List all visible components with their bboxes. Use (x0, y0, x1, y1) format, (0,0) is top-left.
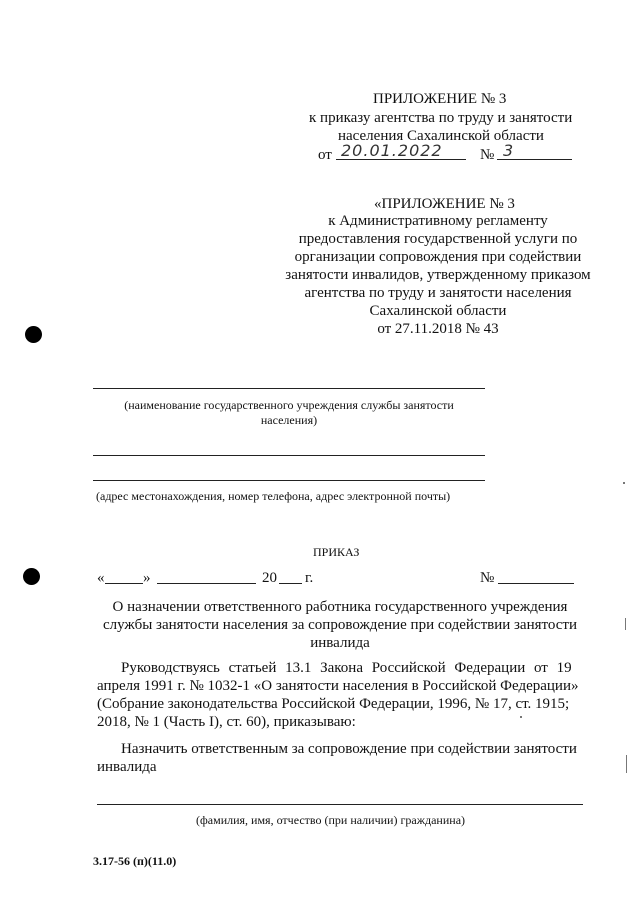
order-subject-line-1: О назначении ответственного работника государственного учреждения (112, 599, 568, 615)
order-open-quote: « (97, 570, 105, 586)
header-number-label: № (480, 147, 495, 163)
order-year-suffix: г. (305, 570, 314, 586)
header-line-1: к приказу агентства по труду и занятости (309, 110, 573, 126)
appendix-line: Сахалинской области (369, 303, 507, 319)
order-day-blank (105, 583, 143, 584)
order-body-line-4: 2018, № 1 (Часть I), ст. 60), приказываю: (97, 714, 356, 730)
order-subject-line-3: инвалида (310, 635, 370, 651)
scan-speck (623, 482, 625, 484)
person-caption: (фамилия, имя, отчество (при наличии) гражданина) (196, 813, 466, 827)
order-subject-line-2: службы занятости населения за сопровождение при содействии занятости (102, 617, 577, 633)
appendix-line: к Административному регламенту (328, 213, 548, 229)
appendix-text (270, 212, 606, 338)
order-body-line-1: Руководствуясь статьей 13.1 Закона Российской Федерации от 19 (121, 660, 572, 676)
address-line (93, 480, 485, 481)
scan-speck (625, 618, 626, 630)
scan-speck (520, 716, 522, 718)
handwritten-date: 20.01.2022 (341, 141, 443, 160)
scan-speck (626, 755, 627, 773)
appendix-line: занятости инвалидов, утвержденному приказом (285, 267, 591, 283)
form-code: 3.17-56 (п)(11.0) (93, 854, 177, 868)
date-underline (336, 159, 466, 160)
header-line-2: населения Сахалинской области (338, 128, 544, 144)
institution-extra-line (93, 455, 485, 456)
appendix-title: «ПРИЛОЖЕНИЕ № 3 (374, 196, 515, 212)
institution-caption (93, 398, 485, 428)
order-number-blank (498, 583, 574, 584)
header-title: ПРИЛОЖЕНИЕ № 3 (373, 91, 507, 107)
appendix-line: организации сопровождения при содействии (294, 249, 582, 265)
order-year-blank (279, 583, 302, 584)
order-body-line-2: апреля 1991 г. № 1032-1 «О занятости населения в Российской Федерации» (97, 678, 579, 694)
person-name-line (97, 804, 583, 805)
institution-name-line (93, 388, 485, 389)
order-assign-line-2: инвалида (97, 759, 157, 775)
punch-hole-bottom (23, 568, 40, 585)
order-assign-line-1: Назначить ответственным за сопровождение при содействии занятости (121, 741, 577, 757)
number-underline (497, 159, 572, 160)
handwritten-number: 3 (503, 141, 515, 160)
header-from-label: от (318, 147, 332, 163)
order-body-line-3: (Собрание законодательства Российской Федерации, 1996, № 17, ст. 1915; (97, 696, 570, 712)
order-number-label: № (480, 570, 495, 586)
institution-caption-line-1: (наименование государственного учреждения службы занятости (124, 398, 454, 412)
order-year-prefix: 20 (262, 570, 277, 586)
order-title: ПРИКАЗ (313, 545, 360, 559)
order-subject (80, 598, 600, 652)
order-month-blank (157, 583, 256, 584)
order-close-quote: » (143, 570, 151, 586)
address-caption: (адрес местонахождения, номер телефона, адрес электронной почты) (96, 489, 451, 503)
institution-caption-line-2: населения) (260, 413, 318, 427)
appendix-line: предоставления государственной услуги по (298, 231, 578, 247)
appendix-line: агентства по труду и занятости населения (304, 285, 572, 301)
appendix-line: от 27.11.2018 № 43 (377, 321, 499, 337)
punch-hole-top (25, 326, 42, 343)
